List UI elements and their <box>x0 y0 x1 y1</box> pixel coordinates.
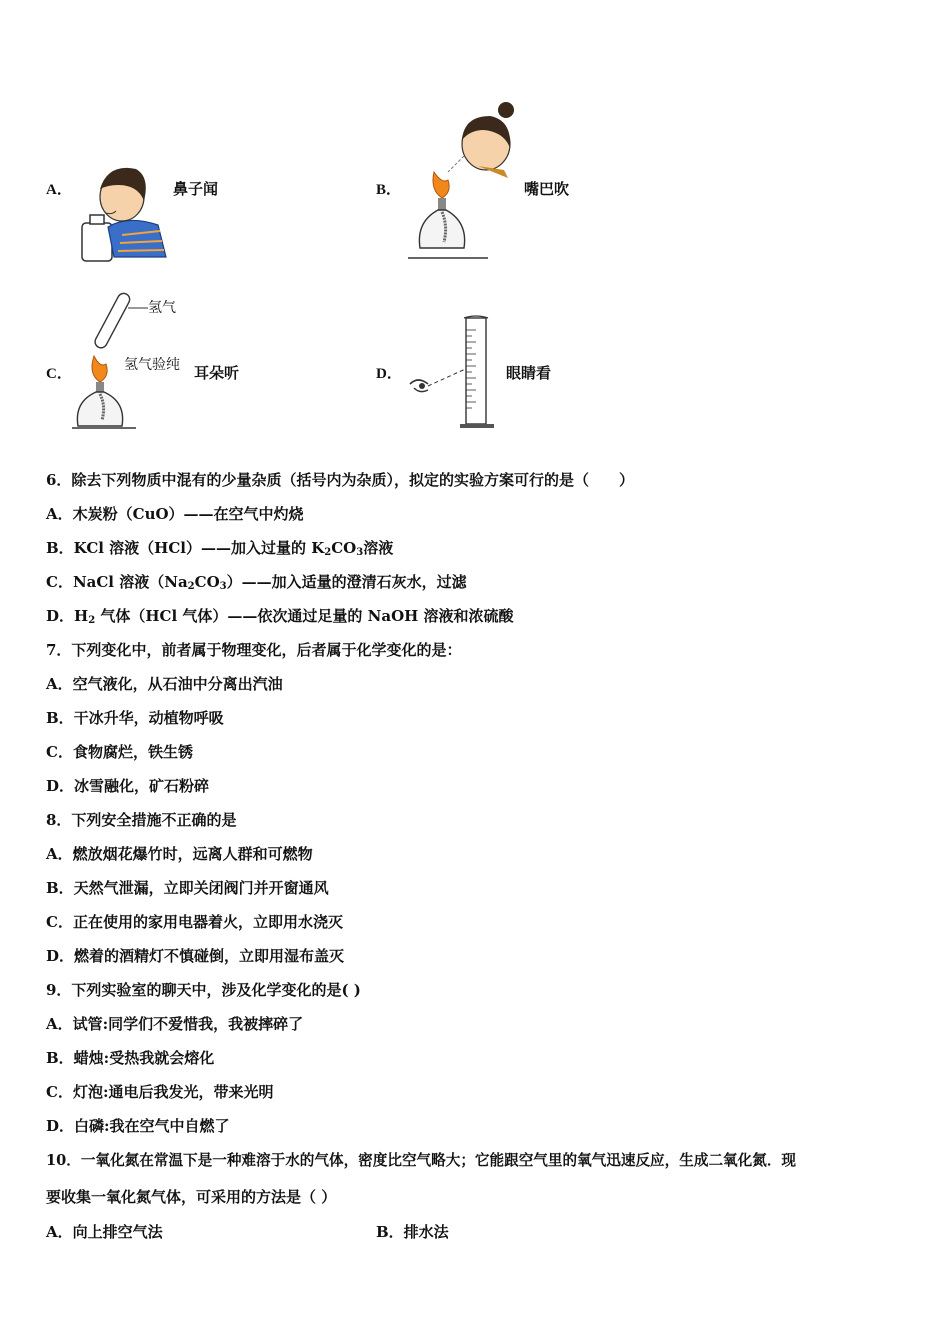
figure-a-label: 鼻子闻 <box>173 180 219 198</box>
q7-stem: 7．下列变化中，前者属于物理变化，后者属于化学变化的是： <box>46 641 462 659</box>
q10-option-b: B．排水法 <box>376 1223 449 1241</box>
graduated-cylinder-reading-illustration <box>408 314 508 434</box>
q7-option-c: C．食物腐烂，铁生锈 <box>46 743 193 761</box>
q7-option-b: B．干冰升华，动植物呼吸 <box>46 709 224 727</box>
figure-c-label: 耳朵听 <box>194 364 240 382</box>
q9-option-d: D．白磷:我在空气中自燃了 <box>46 1117 230 1135</box>
option-c-letter: C． <box>46 366 72 382</box>
option-b-letter: B． <box>376 182 402 198</box>
q9-option-b: B．蜡烛:受热我就会熔化 <box>46 1049 215 1067</box>
figure-d-label: 眼睛看 <box>506 364 552 382</box>
q10-option-a: A．向上排空气法 <box>46 1223 163 1241</box>
q8-option-b: B．天然气泄漏，立即关闭阀门并开窗通风 <box>46 879 329 897</box>
q8-option-d: D．燃着的酒精灯不慎碰倒，立即用湿布盖灭 <box>46 947 345 965</box>
purity-test-label: 氢气验纯 <box>124 357 180 373</box>
q9-option-c: C．灯泡:通电后我发光，带来光明 <box>46 1083 274 1101</box>
q7-option-d: D．冰雪融化，矿石粉碎 <box>46 777 210 795</box>
q8-option-a: A．燃放烟花爆竹时，远离人群和可燃物 <box>46 845 313 863</box>
q10-stem-line2: 要收集一氧化氮气体，可采用的方法是（ ） <box>46 1188 337 1206</box>
boy-smelling-bottle-illustration <box>78 155 173 265</box>
q8-option-c: C．正在使用的家用电器着火，立即用水浇灭 <box>46 913 343 931</box>
q9-stem: 9．下列实验室的聊天中，涉及化学变化的是( ) <box>46 981 361 999</box>
q10-stem-line1: 10．一氧化氮在常温下是一种难溶于水的气体，密度比空气略大；它能跟空气里的氧气迅速反应，生成二氧化氮．现 <box>46 1152 797 1169</box>
figure-b-label: 嘴巴吹 <box>524 180 570 198</box>
q6-option-b: B．KCl 溶液（HCl）——加入过量的 $K_2CO_3$溶液 <box>46 539 394 558</box>
q6-option-a: A．木炭粉（CuO）——在空气中灼烧 <box>46 505 304 523</box>
q6-option-c: C．NaCl 溶液$(Na_2CO_3)——$加入适量的澄清石灰水，过滤 <box>46 573 467 592</box>
q6-stem: 6．除去下列物质中混有的少量杂质（括号内为杂质），拟定的实验方案可行的是（ ） <box>46 471 634 489</box>
option-a-letter: A． <box>46 182 72 198</box>
q7-option-a: A．空气液化，从石油中分离出汽油 <box>46 675 283 693</box>
option-d-letter: D． <box>376 366 402 382</box>
tube-label: 氢气 <box>148 300 176 316</box>
q8-stem: 8．下列安全措施不正确的是 <box>46 811 237 829</box>
q6-option-d: D．$H_2$ 气体（HCl 气体）——依次通过足量的 NaOH 溶液和浓硫酸 <box>46 607 514 626</box>
girl-blowing-lamp-illustration <box>408 98 523 263</box>
q9-option-a: A．试管:同学们不爱惜我，我被摔碎了 <box>46 1015 304 1033</box>
